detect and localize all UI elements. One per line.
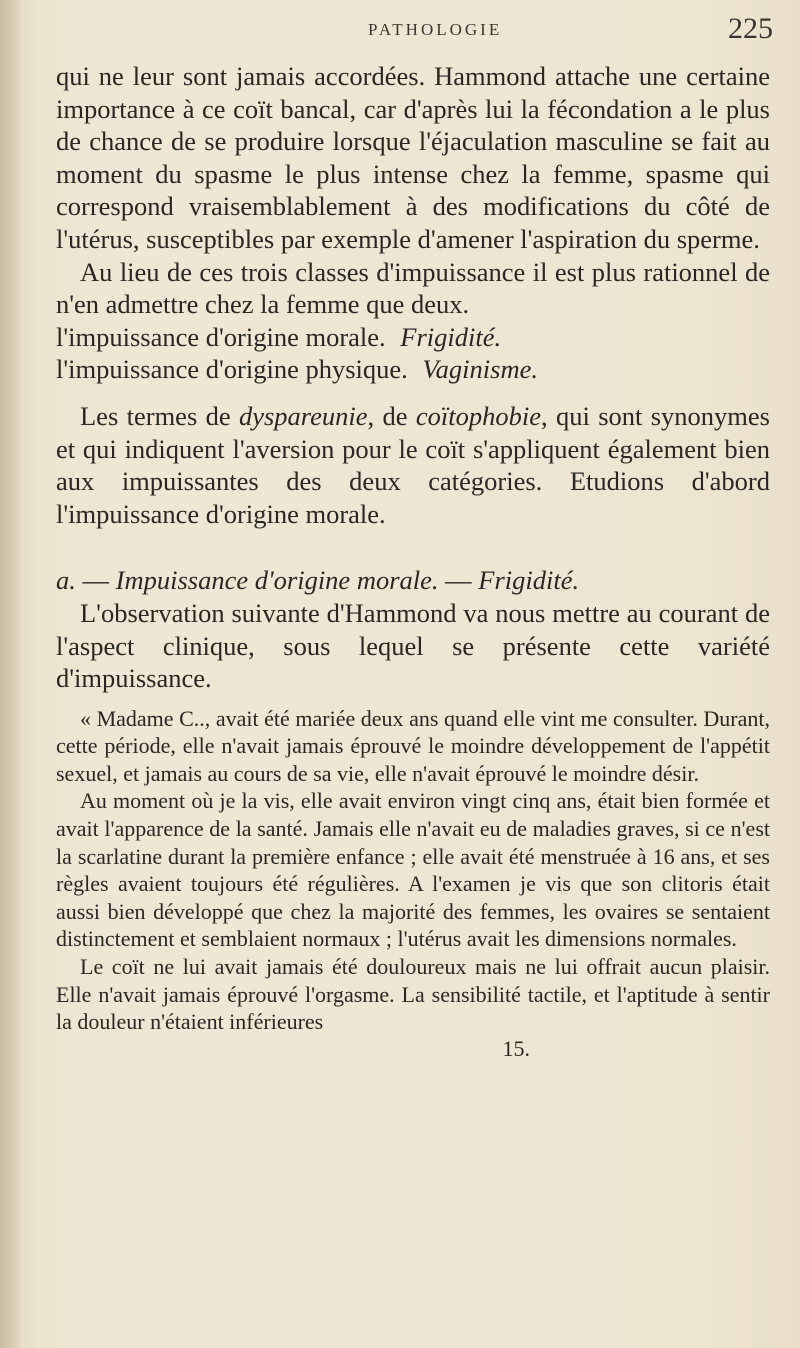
running-head: PATHOLOGIE (368, 20, 503, 39)
page-gutter (0, 0, 22, 1348)
paragraph: Au lieu de ces trois classes d'impuissance il est plus rationnel de n'en admettre chez la femme que deux. (56, 256, 770, 320)
definition-list (56, 321, 770, 386)
italic-term: coïtophobie (415, 400, 542, 431)
paragraph: L'observation suivante d'Hammond va nous mettre au courant de l'aspect clinique, sous lequel se présente cette variété d'impuissance. (56, 597, 770, 694)
italic-term: dyspareunie (238, 400, 368, 431)
text-run: , qui sont synonymes et qui indiquent l'aversion pour le coït s'appliquent également bien aux impuissantes des deux catégories. Etudions d'abord l'impuissance d'origine morale. (56, 400, 770, 529)
section-heading (56, 564, 770, 597)
quote-paragraph: Le coït ne lui avait jamais été douloureux mais ne lui offrait aucun plaisir. Elle n'avait jamais éprouvé l'orgasme. La sensibilité tactile, et l'aptitude à sentir la douleur n'étaient inférieures (56, 954, 770, 1035)
definition-text: l'impuissance d'origine morale. (56, 321, 386, 352)
paragraph (56, 400, 770, 530)
section-term: Frigidité. (478, 565, 580, 596)
section-title: Impuissance d'origine morale. (115, 565, 439, 596)
dash: — (438, 565, 479, 596)
quote-paragraph: « Madame C.., avait été mariée deux ans quand elle vint me consulter. Durant, cette période, elle n'avait jamais éprouvé le moindre développement de l'appétit sexuel, et jamais au cours de sa vie, elle n'avait éprouvé le moindre désir. (56, 705, 770, 786)
signature-mark: 15. (502, 1035, 530, 1061)
definition-item (56, 321, 770, 354)
page-body (56, 60, 770, 1062)
text-run: , de (367, 400, 416, 431)
definition-text: l'impuissance d'origine physique. (56, 354, 408, 385)
definition-term: Vaginisme. (422, 354, 538, 385)
section-letter: a. (56, 565, 76, 596)
quote-paragraph: Au moment où je la vis, elle avait environ vingt cinq ans, était bien formée et avait l'apparence de la santé. Jamais elle n'avait eu de maladies graves, si ce n'est la scarlatine durant la première enfance ; elle avait été menstruée à 16 ans, et ses règles avaient toujours été régulières. A l'examen je vis que son clitoris était aussi bien développé que chez la majorité des femmes, les ovaires se sentaient distinctement et semblaient normaux ; l'utérus avait les dimensions normales. (56, 788, 770, 952)
definition-term: Frigidité. (400, 321, 502, 352)
dash: — (75, 565, 116, 596)
case-observation (56, 705, 770, 1036)
page-header (0, 12, 800, 52)
paragraph: qui ne leur sont jamais accordées. Hammond attache une certaine importance à ce coït bancal, car d'après lui la fécondation a le plus de chance de se produire lorsque l'éjaculation masculine se fait au moment du spasme le plus intense chez la femme, spasme qui correspond vraisemblablement à des modifications du côté de l'utérus, susceptibles par exemple d'amener l'aspiration du sperme. (56, 61, 770, 254)
page-number: 225 (728, 12, 773, 45)
text-run: Les termes de (80, 400, 239, 431)
definition-item (56, 353, 770, 386)
